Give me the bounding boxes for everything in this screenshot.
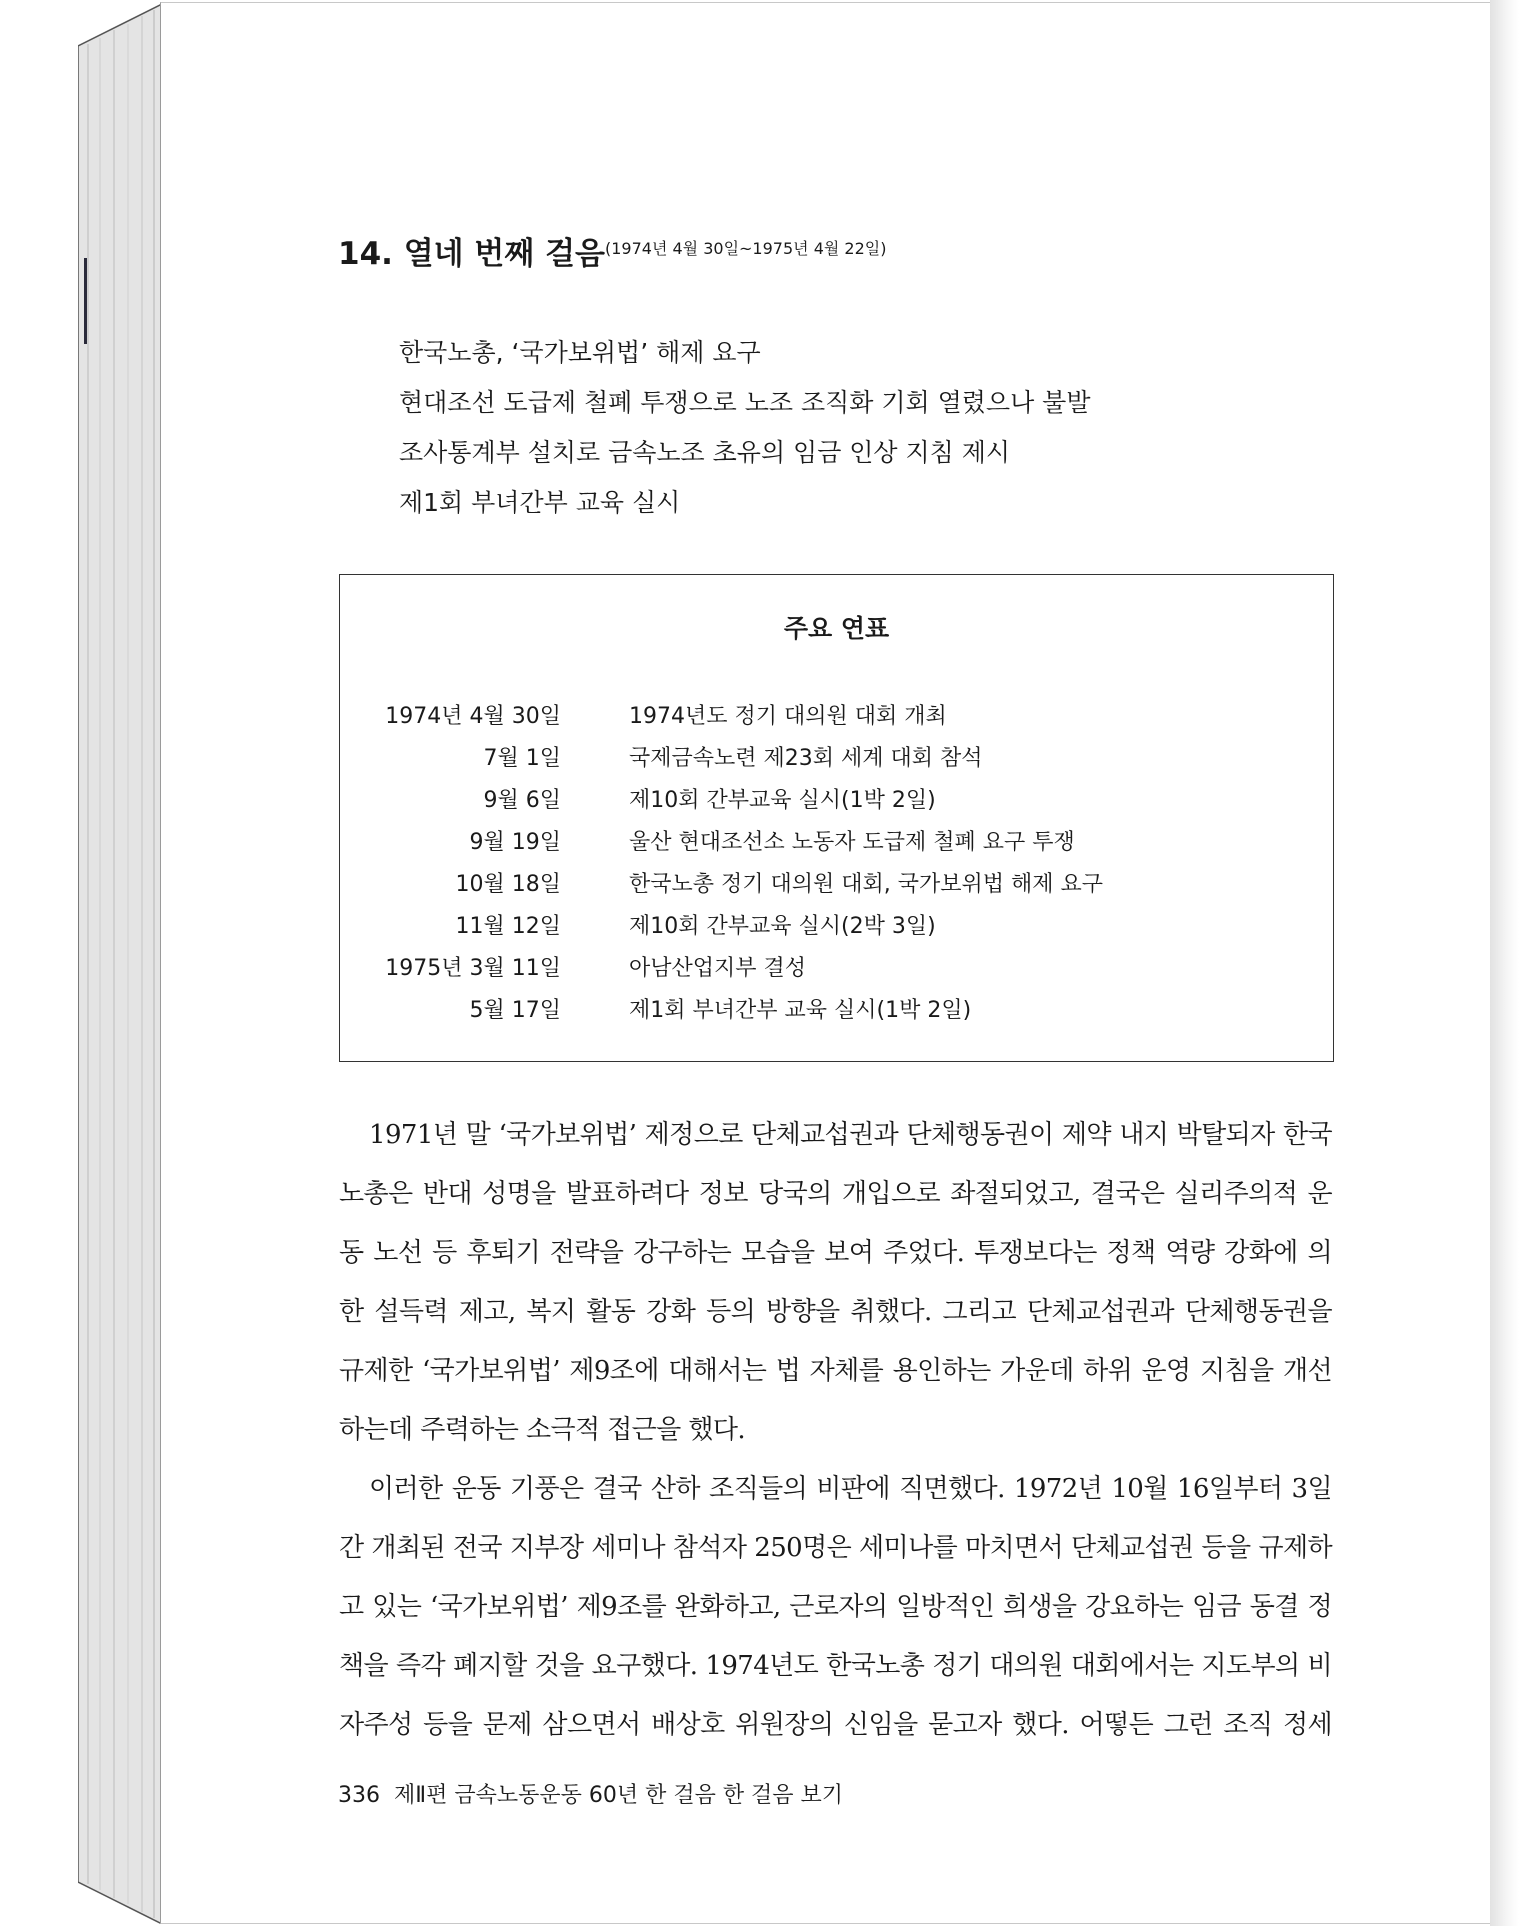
- timeline-event: 한국노총 정기 대의원 대회, 국가보위법 해제 요구: [629, 872, 1103, 897]
- body-text-line: 하는데 주력하는 소극적 접근을 했다.: [339, 1415, 746, 1445]
- timeline-event: 울산 현대조선소 노동자 도급제 철폐 요구 투쟁: [629, 830, 1075, 855]
- footer-section-title: 제Ⅱ편 금속노동운동 60년 한 걸음 한 걸음 보기: [394, 1783, 844, 1808]
- page-edge-shadow: [1490, 0, 1519, 1926]
- page-footer: [338, 1778, 843, 1809]
- body-text-line: 고 있는 ‘국가보위법’ 제9조를 완화하고, 근로자의 일방적인 희생을 강요하는 임금 동결 정: [339, 1592, 1332, 1622]
- chapter-period: (1974년 4월 30일~1975년 4월 22일): [604, 239, 887, 258]
- book-edge-illustration: [78, 4, 162, 1924]
- body-text-line: 책을 즉각 폐지할 것을 요구했다. 1974년도 한국노총 정기 대의원 대회에서는 지도부의 비: [339, 1651, 1332, 1681]
- page-number: 336: [338, 1783, 380, 1808]
- chapter-title-text: 14. 열네 번째 걸음: [338, 236, 605, 272]
- body-text-line: 이러한 운동 기풍은 결국 산하 조직들의 비판에 직면했다. 1972년 10월 16일부터 3일: [369, 1474, 1332, 1504]
- body-text-line: 간 개최된 전국 지부장 세미나 참석자 250명은 세미나를 마치면서 단체교섭권 등을 규제하: [339, 1533, 1332, 1563]
- timeline-date: 9월 19일: [469, 830, 561, 855]
- timeline-date: 1974년 4월 30일: [385, 704, 561, 729]
- timeline-date: 5월 17일: [469, 998, 561, 1023]
- body-text-line: 자주성 등을 문제 삼으면서 배상호 위원장의 신임을 묻고자 했다. 어떻든 그런 조직 정세: [339, 1710, 1332, 1740]
- summary-item: 조사통계부 설치로 금속노조 초유의 임금 인상 지침 제시: [399, 438, 1011, 467]
- timeline-event: 1974년도 정기 대의원 대회 개최: [629, 704, 947, 729]
- timeline-event: 아남산업지부 결성: [629, 956, 807, 981]
- chapter-title: [338, 228, 886, 273]
- timeline-date: 1975년 3월 11일: [385, 956, 561, 981]
- timeline-event: 국제금속노련 제23회 세계 대회 참석: [629, 746, 983, 771]
- timeline-event: 제1회 부녀간부 교육 실시(1박 2일): [629, 998, 972, 1023]
- timeline-box: [339, 574, 1334, 1062]
- timeline-date: 10월 18일: [455, 872, 561, 897]
- summary-item: 현대조선 도급제 철폐 투쟁으로 노조 조직화 기회 열렸으나 불발: [399, 388, 1091, 417]
- body-text-line: 노총은 반대 성명을 발표하려다 정보 당국의 개입으로 좌절되었고, 결국은 실리주의적 운: [339, 1179, 1332, 1209]
- timeline-event: 제10회 간부교육 실시(1박 2일): [629, 788, 936, 813]
- summary-item: 제1회 부녀간부 교육 실시: [399, 488, 681, 517]
- timeline-date: 9월 6일: [483, 788, 561, 813]
- body-text-line: 규제한 ‘국가보위법’ 제9조에 대해서는 법 자체를 용인하는 가운데 하위 운영 지침을 개선: [339, 1356, 1332, 1386]
- summary-item: 한국노총, ‘국가보위법’ 해제 요구: [399, 338, 761, 367]
- timeline-event: 제10회 간부교육 실시(2박 3일): [629, 914, 936, 939]
- body-text-line: 한 설득력 제고, 복지 활동 강화 등의 방향을 취했다. 그리고 단체교섭권과 단체행동권을: [339, 1297, 1332, 1327]
- timeline-date: 11월 12일: [455, 914, 561, 939]
- timeline-title: 주요 연표: [783, 614, 890, 643]
- timeline-date: 7월 1일: [483, 746, 561, 771]
- body-text-line: 1971년 말 ‘국가보위법’ 제정으로 단체교섭권과 단체행동권이 제약 내지 박탈되자 한국: [369, 1120, 1332, 1150]
- body-text-line: 동 노선 등 후퇴기 전략을 강구하는 모습을 보여 주었다. 투쟁보다는 정책 역량 강화에 의: [339, 1238, 1332, 1268]
